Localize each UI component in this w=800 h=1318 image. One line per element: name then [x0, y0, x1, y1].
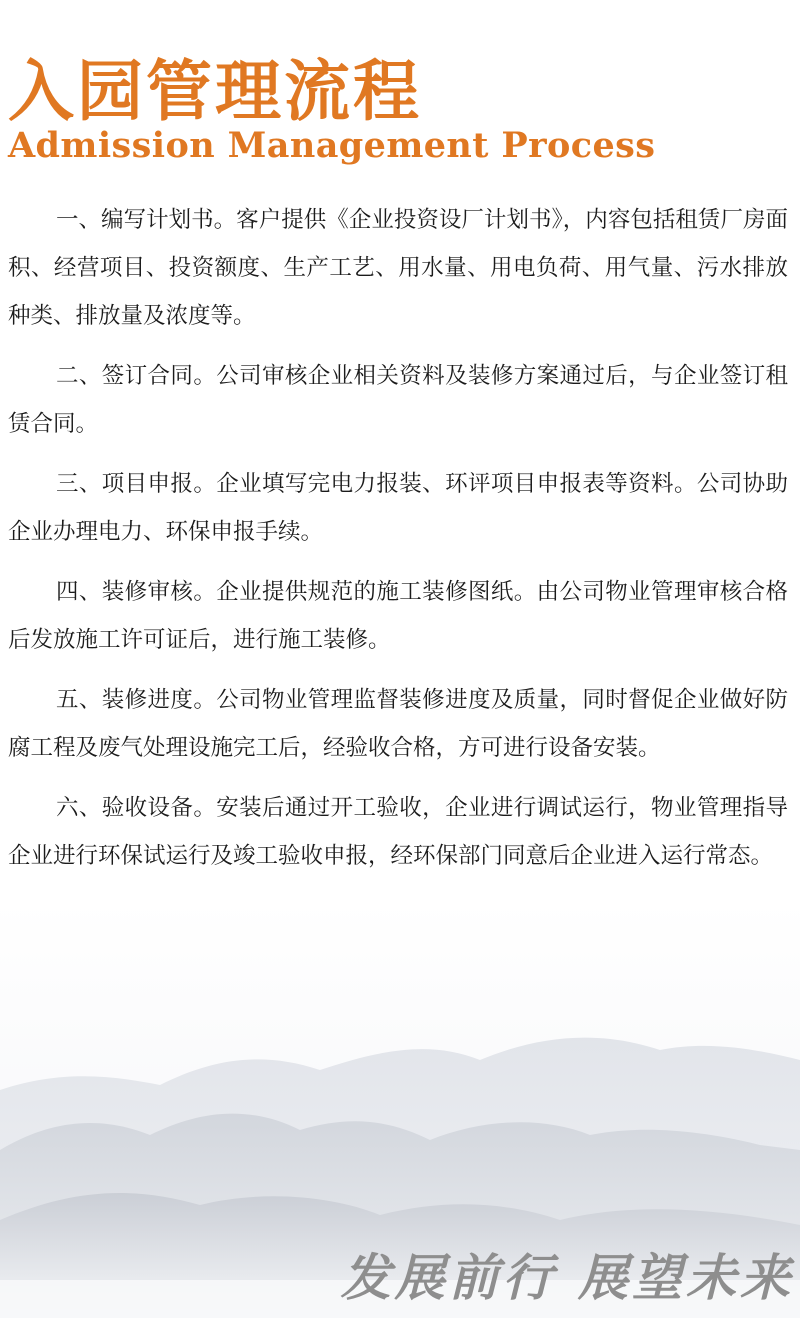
process-step-6: 六、验收设备。安装后通过开工验收，企业进行调试运行，物业管理指导企业进行环保试运行及竣工验收申报，经环保部门同意后企业进入运行常态。 — [8, 795, 788, 869]
footer-slogan: 发展前行 展望未来 — [340, 1249, 794, 1307]
page-title: 入园管理流程 — [8, 53, 422, 130]
process-step-list — [8, 196, 788, 892]
process-step-3: 三、项目申报。企业填写完电力报装、环评项目申报表等资料。公司协助企业办理电力、环保申报手续。 — [8, 471, 788, 545]
process-step-1: 一、编写计划书。客户提供《企业投资设厂计划书》，内容包括租赁厂房面积、经营项目、投资额度、生产工艺、用水量、用电负荷、用气量、污水排放种类、排放量及浓度等。 — [8, 207, 788, 329]
process-step-5: 五、装修进度。公司物业管理监督装修进度及质量，同时督促企业做好防腐工程及废气处理设施完工后，经验收合格，方可进行设备安装。 — [8, 687, 788, 761]
page-subtitle-english: Admission Management Process — [8, 125, 656, 166]
process-step-4: 四、装修审核。企业提供规范的施工装修图纸。由公司物业管理审核合格后发放施工许可证后，进行施工装修。 — [8, 579, 788, 653]
process-step-2: 二、签订合同。公司审核企业相关资料及装修方案通过后，与企业签订租赁合同。 — [8, 363, 788, 437]
